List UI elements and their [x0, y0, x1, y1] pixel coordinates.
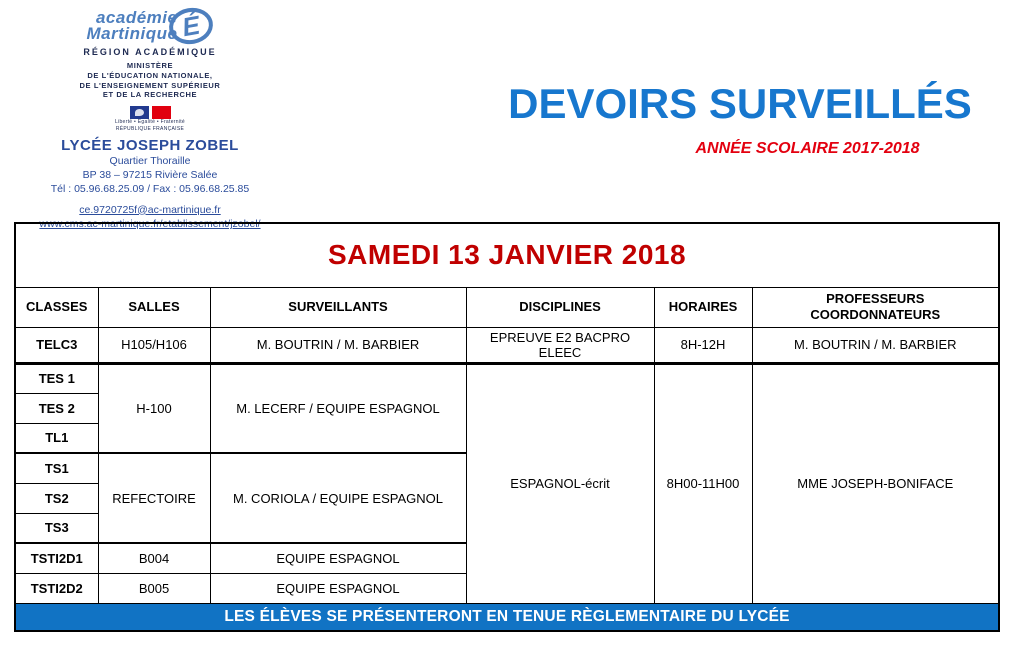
cell-surveillants: M. LECERF / EQUIPE ESPAGNOL — [210, 363, 466, 453]
republique-francaise-logo — [30, 106, 270, 132]
ministry-line: DE L'ÉDUCATION NATIONALE, — [87, 70, 213, 80]
table-header-row — [15, 287, 999, 327]
school-email-link[interactable]: ce.9720725f@ac-martinique.fr — [79, 203, 221, 216]
academie-logo-line2: Martinique — [86, 24, 178, 43]
column-header-salles: SALLES — [98, 287, 210, 327]
flag-blue-panel — [130, 106, 149, 119]
flag-motto-line2: RÉPUBLIQUE FRANÇAISE — [115, 125, 185, 132]
cell-salle: REFECTOIRE — [98, 453, 210, 543]
cell-class: TES 1 — [15, 363, 98, 393]
academie-martinique-logo — [30, 8, 270, 44]
cell-class: TS2 — [15, 483, 98, 513]
column-header-professeurs-line2: COORDONNATEURS — [810, 307, 941, 322]
cell-surveillants: M. BOUTRIN / M. BARBIER — [210, 327, 466, 363]
flag-red-panel — [152, 106, 171, 119]
document-title: DEVOIRS SURVEILLÉS — [508, 80, 972, 127]
column-header-professeurs-line1: PROFESSEURS — [826, 290, 925, 306]
cell-professeur: MME JOSEPH-BONIFACE — [752, 363, 999, 603]
academie-logo-line1: académie — [95, 7, 178, 27]
cell-surveillants: M. CORIOLA / EQUIPE ESPAGNOL — [210, 453, 466, 543]
region-academique-label: RÉGION ACADÉMIQUE — [83, 47, 217, 57]
academie-e-letter: É — [180, 9, 203, 42]
cell-class: TS1 — [15, 453, 98, 483]
school-address2: BP 38 – 97215 Rivière Salée — [82, 169, 218, 182]
cell-class: TELC3 — [15, 327, 98, 363]
ministry-block — [30, 61, 270, 100]
ministry-line: ET DE LA RECHERCHE — [102, 90, 198, 100]
cell-class: TSTI2D2 — [15, 573, 98, 603]
table-row — [15, 327, 999, 363]
table-row — [15, 363, 999, 393]
letterhead — [30, 8, 270, 232]
document-title-block — [480, 80, 1000, 158]
cell-surveillants: EQUIPE ESPAGNOL — [210, 573, 466, 603]
column-header-classes: CLASSES — [15, 287, 98, 327]
dress-code-notice-row — [15, 603, 999, 631]
cell-class: TS3 — [15, 513, 98, 543]
school-address1: Quartier Thoraille — [109, 155, 191, 167]
table-date-title: SAMEDI 13 JANVIER 2018 — [15, 223, 999, 287]
ministry-line: MINISTÈRE — [126, 61, 174, 70]
column-header-horaires: HORAIRES — [654, 287, 752, 327]
cell-discipline: ESPAGNOL-écrit — [466, 363, 654, 603]
column-header-surveillants: SURVEILLANTS — [210, 287, 466, 327]
cell-salle: H105/H106 — [98, 327, 210, 363]
cell-class: TSTI2D1 — [15, 543, 98, 573]
exam-schedule-table — [14, 222, 1000, 632]
school-website-link[interactable]: www.cms.ac-martinique.fr/etablissement/jzobel/ — [39, 218, 261, 231]
cell-horaire: 8H-12H — [654, 327, 752, 363]
academie-logo-text — [86, 7, 178, 43]
cell-professeur: M. BOUTRIN / M. BARBIER — [752, 327, 999, 363]
table-title-row — [15, 223, 999, 287]
school-info — [30, 137, 270, 197]
cell-discipline: EPREUVE E2 BACPRO ELEEC — [466, 327, 654, 363]
cell-horaire: 8H00-11H00 — [654, 363, 752, 603]
flag-motto-line1: Liberté • Égalité • Fraternité — [114, 119, 186, 125]
school-name: LYCÉE JOSEPH ZOBEL — [61, 137, 239, 154]
french-flag-icon — [30, 106, 270, 119]
cell-class: TES 2 — [15, 393, 98, 423]
cell-salle: B005 — [98, 573, 210, 603]
cell-surveillants: EQUIPE ESPAGNOL — [210, 543, 466, 573]
column-header-disciplines: DISCIPLINES — [466, 287, 654, 327]
dress-code-notice: LES ÉLÈVES SE PRÉSENTERONT EN TENUE RÈGLEMENTAIRE DU LYCÉE — [15, 603, 999, 631]
school-phone-fax: Tél : 05.96.68.25.09 / Fax : 05.96.68.25.85 — [50, 183, 250, 196]
cell-salle: B004 — [98, 543, 210, 573]
ministry-line: DE L'ENSEIGNEMENT SUPÉRIEUR — [79, 80, 221, 90]
column-header-professeurs — [752, 287, 999, 327]
cell-class: TL1 — [15, 423, 98, 453]
school-year-subtitle: ANNÉE SCOLAIRE 2017-2018 — [695, 140, 920, 157]
cell-salle: H-100 — [98, 363, 210, 453]
